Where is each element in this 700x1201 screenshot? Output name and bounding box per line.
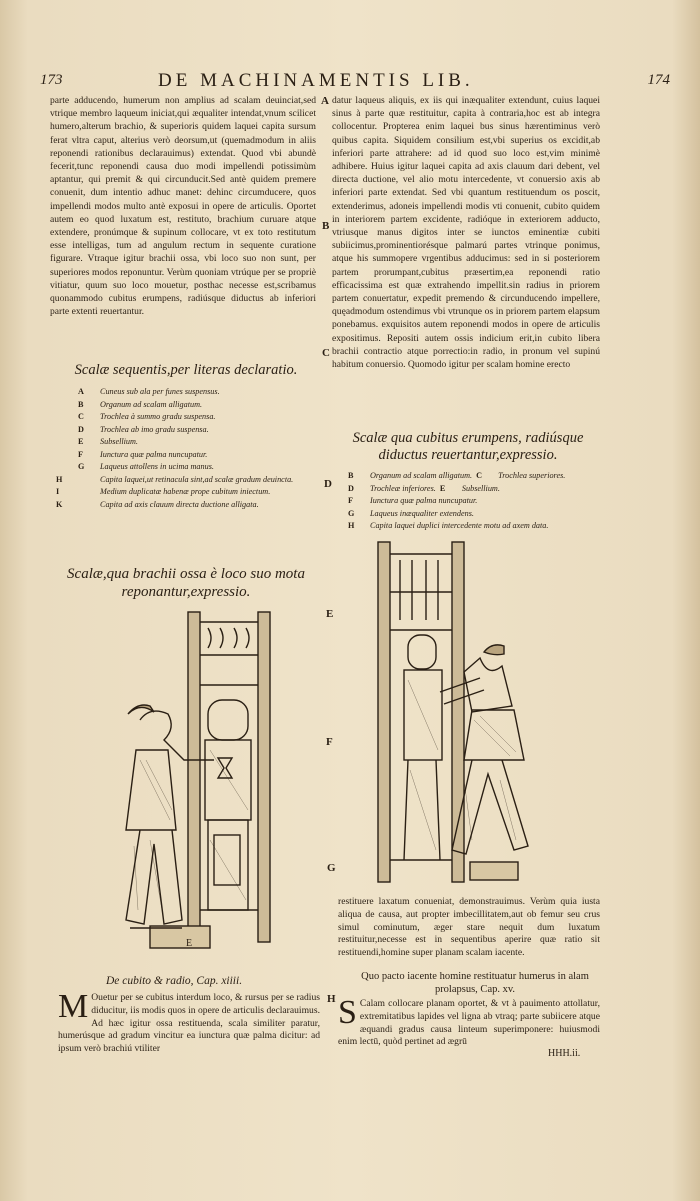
page-number-left: 173	[40, 72, 63, 88]
legend-row: H Capita laquei duplici intercedente motu ad axem data.	[348, 521, 549, 530]
margin-letter-c: C	[322, 347, 330, 359]
left-legend	[56, 386, 318, 511]
chapter-15-heading: Quo pacto iacente homine restituatur humerus in alam prolapsus, Cap. xv.	[361, 971, 589, 995]
right-ladder-illustration	[360, 540, 570, 895]
left-legend-title: Scalæ sequentis,per literas declaratio.	[74, 362, 298, 378]
margin-letter-f: F	[326, 736, 333, 748]
margin-letter-d: D	[324, 478, 332, 490]
margin-letter-h: H	[327, 993, 336, 1005]
chapter-15-text	[338, 994, 600, 1049]
legend-row: K Capita ad axis clauum directa ductione alligata.	[56, 499, 259, 509]
legend-row: A Cuneus sub ala per funes suspensus.	[78, 387, 220, 396]
margin-letter-a: A	[321, 95, 329, 107]
legend-row: B Organum ad scalam alligatum. C Trochlea superiores.	[348, 471, 566, 480]
legend-row: D Trochlea ab imo gradu suspensa.	[78, 424, 209, 434]
legend-row: F Iunctura quæ palma nuncupatur.	[348, 496, 478, 505]
right-text-after-figure: restituere laxatum conueniat, demonstrauimus. Verùm quia iusta aliqua de causa, aut propter imbecillitatem,aut ob femur seu crus simul cominutum, æger stare nequit dum luxatum restituitur,necesse est in sequentibus aperire quæ ratio sit restituendi,homine super planam scalam iacente.	[338, 896, 600, 959]
margin-letter-b: B	[322, 220, 330, 232]
chapter-14-text	[58, 988, 320, 1056]
margin-letter-g: G	[327, 862, 336, 874]
left-ladder-illustration	[110, 610, 280, 960]
legend-row: I Medium duplicatæ habenæ prope cubitum iniectum.	[56, 487, 271, 496]
legend-row: D Trochleæ inferiores. E Subsellium.	[348, 483, 500, 493]
margin-letter-e: E	[326, 608, 334, 620]
figure-label-e: E	[186, 938, 193, 949]
legend-row: C Trochlea à summo gradu suspensa.	[78, 412, 216, 421]
legend-row: B Organum ad scalam alligatum.	[78, 399, 203, 409]
right-figure-caption: Scalæ qua cubitus erumpens, radiúsque diductus reuertantur,expressio.	[352, 430, 584, 463]
chapter-15-dropcap: S	[338, 994, 357, 1031]
right-legend	[348, 470, 598, 533]
legend-row: F Iunctura quæ palma nuncupatur.	[78, 449, 208, 459]
legend-row: G Laqueus inæqualiter extendens.	[348, 508, 474, 518]
right-column-text: datur laqueus aliquis, ex iis qui inæqualiter extendunt, cuius laquei sinus à parte quæ restituitur, capita à contraria,hoc est ab integra collocentur. Propterea enim laquei bus sinus hærentiminus verò quibus capita. Siquidem consilium est,vbi superius os excidit,ab inferiori parte attrahere: ad id quod suo loco est,vim minimè adhibere. Huius igitur laquei capita ad axis clauum dari debent, vel directa ductione, vel alio motu intercedente, vt conuersio axis ab inferiori parte extendat. Sed vbi quantum restituendum os poscit, extenderimus, adoneis impellendi modis vti conuenit, cubito quidem in interiorem partem excidente, radióque in exteriorem adducto, vtriusque manus digitos inter se iunctos eminentiæ cubiti subiicimus,prominentiorésque palmarú partes vtrinque ponimus, atque his summopere vrgentibus adducimus: sed in si posteriorem partem prorumpant,cubitus præsertim,ea reponendi ratio efficacissima est quæ extrahendo impellit.sin radius in priorem partem conuertatur, expedit premendo & circunducendo impellere, quęadmodum ostendimus vbi vtrunque os in priorem partem elapsum ponebamus. exquisitos autem reponendi modos in opere de articulis expositimus. Repositi autem ossis indicium erit,in cubito libera brachii contractio atque porrectio:in radio, in pronum vel supinú habitum conuersio. Quomodo igitur per scalam homine erecto	[332, 95, 600, 371]
chapter-14-body: Ouetur per se cubitus interdum loco, & rursus per se radius diducitur, iis modis quos in opere de articulis declarauimus. Ad hæc igitur ossa restituenda, scala similiter paratur, humerúsque ad gradum vincitur ea iunctura quæ palma dicitur: ad ipsum verò brachiú vtiliter	[58, 992, 320, 1055]
legend-row: G Laqueus attollens in ucima manus.	[78, 462, 214, 471]
legend-row: H Capita laquei,ut retinacula sint,ad scalæ gradum deuincta.	[56, 474, 294, 484]
chapter-14-dropcap: M	[58, 988, 89, 1025]
chapter-14-heading: De cubito & radio, Cap. xiiii.	[106, 975, 243, 987]
legend-row: E Subsellium.	[78, 437, 138, 446]
running-title: DE MACHINAMENTIS LIB.	[158, 70, 474, 91]
page-number-right: 174	[647, 72, 670, 88]
chapter-15-body: Calam collocare planam oportet, & vt à pauimento attollatur, extremitatibus lapides vel ligna ab vtraq; parte subiicere atque æquandi gradus causa linteum superimponere: huiusmodi enim lectū, quòd pertinet ad ægrū	[338, 998, 600, 1048]
running-header	[40, 70, 670, 92]
left-figure-caption: Scalæ,qua brachii ossa è loco suo mota reponantur,expressio.	[67, 566, 305, 600]
signature-mark: HHH.ii.	[548, 1048, 581, 1059]
left-column-text: parte adducendo, humerum non amplius ad scalam deuinciat,sed vtrique membro laqueum iniciat,qui æqualiter intendat,vnum scilicet humero,alterum brachio, & superioris quidem laquei capita sursum ferat vltra caput, alterius verò deorsum,ut (quemadmodum in aliis reponendi rationibus declarauimus) extendat. Quod vbi abundè fecerit,tunc reponendi causa duo modi impellendi potissimùm aptantur, qui premit & qui circunducit.Sed antè quidem premere conuenit, dum intentio adhuc manet: dehinc circumducere, quos impellendi modos multo antè exposui in opere de articulis. Oportet autem eo quod luxatum est, restituto, brachium curuare atque extendere, pronúmque & supinum collocare, vt ex toto restitutum esse intelligas, tum ad angulum rectum in sequente curatione figurare. Vtraque igitur brachii ossa, vbi loco suo non sunt, per superiores modos reponuntur. Verùm quoniam vtrúque per se propriè vitiatur, quum suo loco mouetur, posthac necesse est,scribamus quonammodo cubitus erumpens, radiúsque diductus ab inferiori parte extenti reuertantur.	[50, 95, 316, 318]
